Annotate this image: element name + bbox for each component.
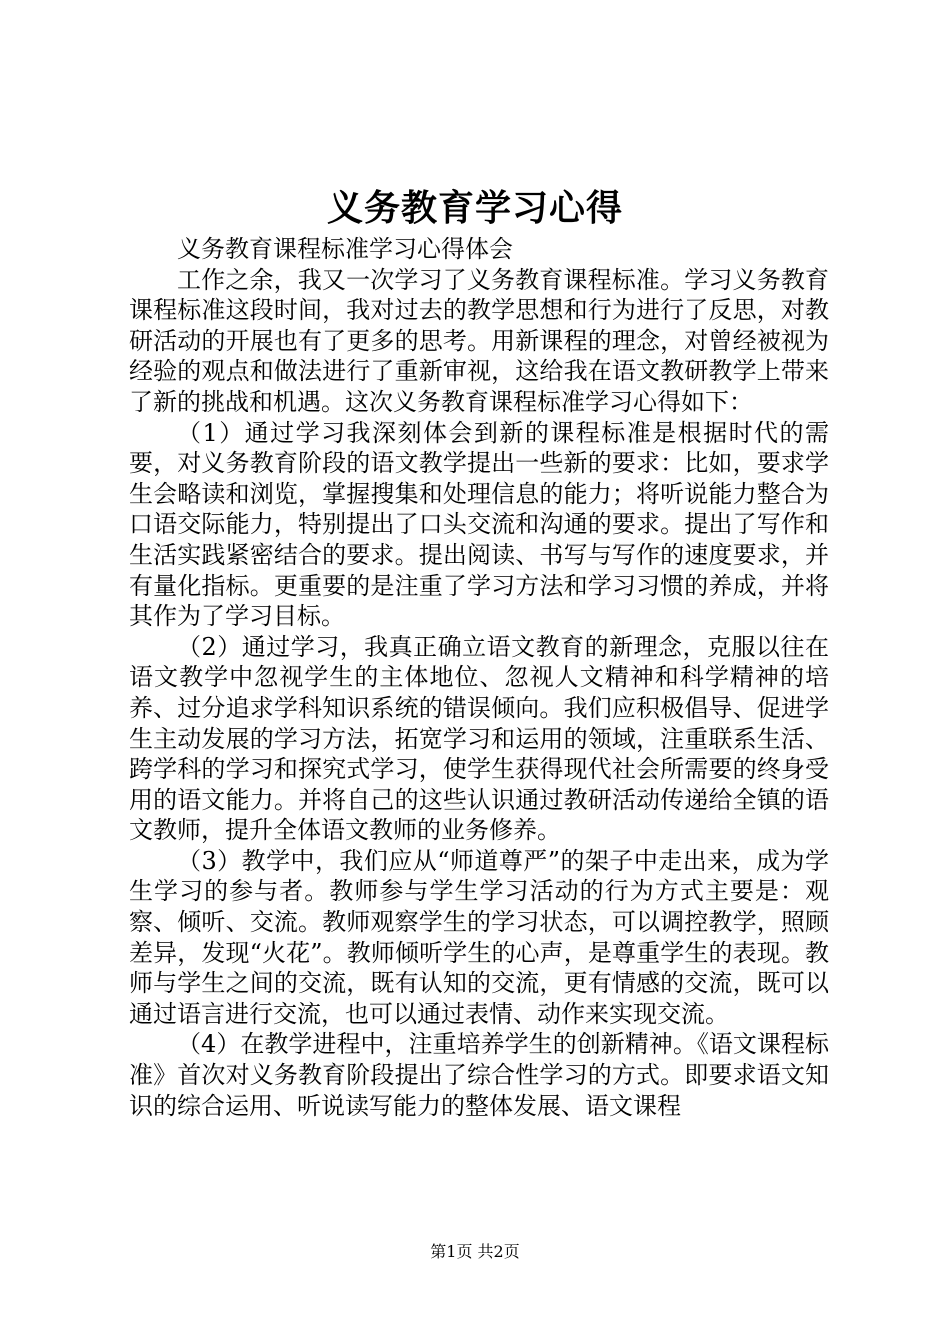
point-2-paragraph: （2）通过学习，我真正确立语文教育的新理念，克服以往在语文教学中忽视学生的主体地位、忽视人文精神和科学精神的培养、过分追求学科知识系统的错误倾向。我们应积极倡导、促进学生主动发展的学习方法，拓宽学习和运用的领域，注重联系生活、跨学科的学习和探究式学习，使学生获得现代社会所需要的终身受用的语文能力。并将自己的这些认识通过教研活动传递给全镇的语文教师，提升全体语文教师的业务修养。 xyxy=(129,632,829,845)
point-3-paragraph: （3）教学中，我们应从“师道尊严”的架子中走出来，成为学生学习的参与者。教师参与学生学习活动的行为方式主要是：观察、倾听、交流。教师观察学生的学习状态，可以调控教学，照顾差异，发现“火花”。教师倾听学生的心声，是尊重学生的表现。教师与学生之间的交流，既有认知的交流，更有情感的交流，既可以通过语言进行交流，也可以通过表情、动作来实现交流。 xyxy=(129,846,829,1028)
page-number-footer: 第1页 共2页 xyxy=(430,1242,520,1261)
point-1-paragraph: （1）通过学习我深刻体会到新的课程标准是根据时代的需要，对义务教育阶段的语文教学提出一些新的要求：比如，要求学生会略读和浏览，掌握搜集和处理信息的能力；将听说能力整合为口语交际能力，特别提出了口头交流和沟通的要求。提出了写作和生活实践紧密结合的要求。提出阅读、书写与写作的速度要求，并有量化指标。更重要的是注重了学习方法和学习习惯的养成，并将其作为了学习目标。 xyxy=(129,418,829,631)
intro-paragraph: 工作之余，我又一次学习了义务教育课程标准。学习义务教育课程标准这段时间，我对过去的教学思想和行为进行了反思，对教研活动的开展也有了更多的思考。用新课程的理念，对曾经被视为经验的观点和做法进行了重新审视，这给我在语文教研教学上带来了新的挑战和机遇。这次义务教育课程标准学习心得如下： xyxy=(129,265,829,416)
document-body xyxy=(129,234,829,1121)
document-title: 义务教育学习心得 xyxy=(326,187,623,229)
point-4-paragraph: （4）在教学进程中，注重培养学生的创新精神。《语文课程标准》首次对义务教育阶段提出了综合性学习的方式。即要求语文知识的综合运用、听说读写能力的整体发展、语文课程 xyxy=(129,1030,829,1120)
subtitle-paragraph: 义务教育课程标准学习心得体会 xyxy=(177,235,513,263)
